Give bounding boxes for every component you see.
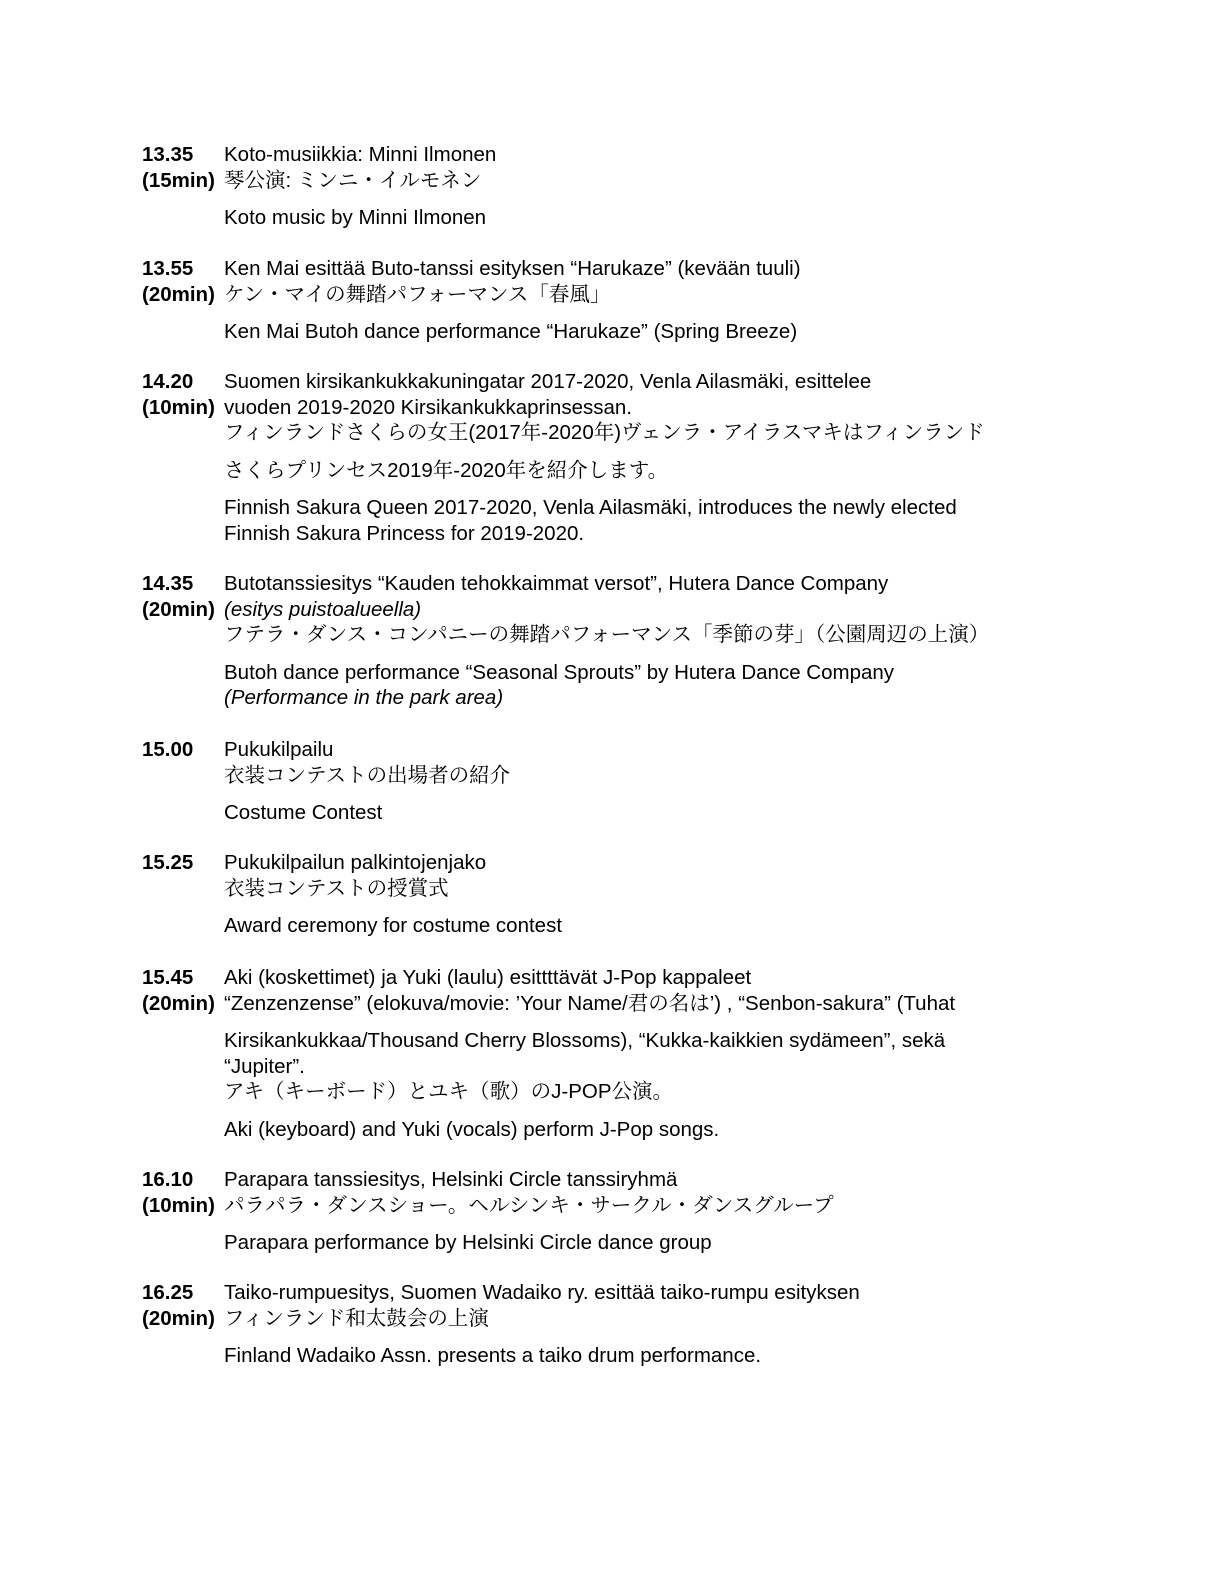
japanese-text: アキ（キーボード）とユキ（歌）のJ-POP公演。 <box>224 1080 674 1103</box>
item-duration: (20min) <box>142 597 215 621</box>
item-duration: (20min) <box>142 282 215 306</box>
english-text: Finnish Sakura Queen 2017-2020, Venla Ailasmäki, introduces the newly elected <box>224 496 957 519</box>
item-description <box>224 850 1144 939</box>
item-time: 16.10 <box>142 1168 194 1191</box>
item-time: 16.25 <box>142 1281 194 1304</box>
japanese-text: フィンランド和太鼓会の上演 <box>224 1306 489 1330</box>
item-description <box>224 369 1144 546</box>
japanese-text: フィンランドさくらの女王(2017年-2020年)ヴェンラ・アイラスマキはフィンランド <box>224 421 985 444</box>
item-description <box>224 571 1144 711</box>
item-duration: (20min) <box>142 991 215 1015</box>
finnish-note: (esitys puistoalueella) <box>224 597 422 621</box>
item-time: 15.00 <box>142 738 194 761</box>
finnish-text: Ken Mai esittää Buto-tanssi esityksen “Harukaze” (kevään tuuli) <box>224 257 801 280</box>
english-text: Finnish Sakura Princess for 2019-2020. <box>224 521 585 545</box>
item-duration: (10min) <box>142 395 215 419</box>
english-text: Butoh dance performance “Seasonal Sprouts” by Hutera Dance Company <box>224 660 895 684</box>
japanese-text: さくらプリンセス2019年-2020年を紹介します。 <box>224 458 669 482</box>
item-description <box>224 256 1144 345</box>
japanese-text: 衣装コンテストの出場者の紹介 <box>224 763 511 787</box>
item-duration: (20min) <box>142 1306 215 1330</box>
item-description <box>224 142 1144 231</box>
item-duration: (15min) <box>142 168 215 192</box>
english-text: Finland Wadaiko Assn. presents a taiko drum performance. <box>224 1344 762 1367</box>
english-note: (Performance in the park area) <box>224 686 504 709</box>
japanese-text: ケン・マイの舞踏パフォーマンス「春風」 <box>224 282 611 306</box>
item-description <box>224 737 1144 826</box>
item-time: 13.35 <box>142 143 194 166</box>
finnish-text: vuoden 2019-2020 Kirsikankukkaprinsessan. <box>224 395 632 419</box>
finnish-text: Butotanssiesitys “Kauden tehokkaimmat versot”, Hutera Dance Company <box>224 572 889 595</box>
item-duration: (10min) <box>142 1193 215 1217</box>
finnish-text: Koto-musiikkia: Minni Ilmonen <box>224 143 497 166</box>
english-text: Ken Mai Butoh dance performance “Harukaze” (Spring Breeze) <box>224 320 798 343</box>
finnish-text: Parapara tanssiesitys, Helsinki Circle tanssiryhmä <box>224 1168 678 1191</box>
item-time: 15.45 <box>142 966 194 989</box>
finnish-text: “Zenzenzense” (elokuva/movie: ’Your Name/君の名は’) , “Senbon-sakura” (Tuhat <box>224 991 956 1015</box>
english-text: Aki (keyboard) and Yuki (vocals) perform J-Pop songs. <box>224 1117 720 1141</box>
item-time: 14.35 <box>142 572 194 595</box>
item-description <box>224 1167 1144 1256</box>
japanese-text: フテラ・ダンス・コンパニーの舞踏パフォーマンス「季節の芽」（公園周辺の上演） <box>224 623 990 646</box>
finnish-text: Aki (koskettimet) ja Yuki (laulu) esittttävät J-Pop kappaleet <box>224 966 752 989</box>
finnish-text: Pukukilpailun palkintojenjako <box>224 851 487 874</box>
finnish-text: Kirsikankukkaa/Thousand Cherry Blossoms), “Kukka-kaikkien sydämeen”, sekä <box>224 1029 946 1052</box>
finnish-text: Pukukilpailu <box>224 738 334 761</box>
english-text: Award ceremony for costume contest <box>224 914 563 937</box>
japanese-text: パラパラ・ダンスショー。ヘルシンキ・サークル・ダンスグループ <box>224 1193 834 1217</box>
finnish-text: “Jupiter”. <box>224 1054 305 1078</box>
item-time: 13.55 <box>142 257 194 280</box>
english-text: Parapara performance by Helsinki Circle dance group <box>224 1231 712 1254</box>
item-time: 15.25 <box>142 851 194 874</box>
item-description <box>224 1280 1144 1369</box>
japanese-text: 琴公演: ミンニ・イルモネン <box>224 168 482 192</box>
finnish-text: Taiko-rumpuesitys, Suomen Wadaiko ry. esittää taiko-rumpu esityksen <box>224 1281 860 1304</box>
finnish-text: Suomen kirsikankukkakuningatar 2017-2020, Venla Ailasmäki, esittelee <box>224 370 872 393</box>
item-description <box>224 965 1144 1142</box>
item-time: 14.20 <box>142 370 194 393</box>
english-text: Koto music by Minni Ilmonen <box>224 206 487 229</box>
english-text: Costume Contest <box>224 801 383 824</box>
japanese-text: 衣装コンテストの授賞式 <box>224 876 449 900</box>
